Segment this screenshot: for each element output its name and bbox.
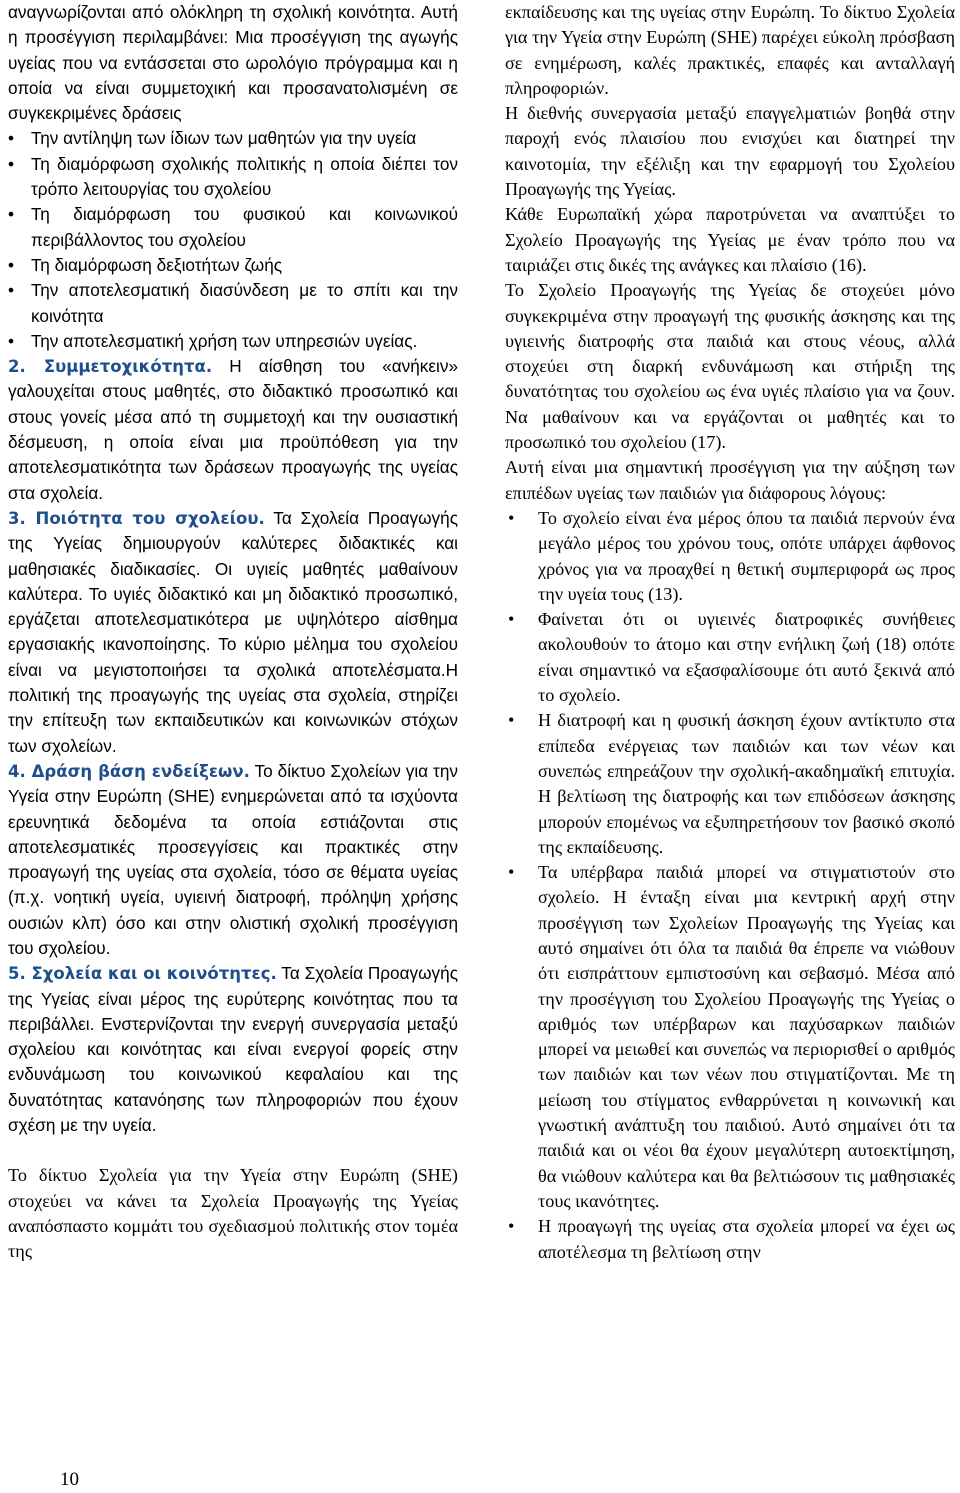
page-number: 10: [60, 1469, 79, 1490]
list-item-text: Την αποτελεσματική χρήση των υπηρεσιών υγείας.: [31, 330, 418, 351]
list-item: [505, 506, 955, 607]
list-item-text: Η προαγωγή της υγείας στα σχολεία μπορεί να έχει ως αποτέλεσμα τη βελτίωση στην: [538, 1216, 955, 1262]
section-text: Τα Σχολεία Προαγωγής της Υγείας δημιουργούν καλύτερες διδακτικές και μαθησιακές διαδικασίες. Οι υγιείς μαθητές μαθαίνουν καλύτερα. Το υγιές διδακτικό και μη διδακτικό προσωπικό, εργάζεται αποτελεσματικότερα με υψηλότερο αίσθημα εργασιακής ικανοποίησης. Το κύριο μέλημα του σχολείου είναι να μεγιστοποιήσει τα σχολικά αποτελέσματα.Η πολιτική της προαγωγής της υγείας στα σχολεία, στηρίζει την επίτευξη των εκπαιδευτικών και κοινωνικών στόχων των σχολείων.: [8, 507, 458, 756]
right-bullet-list: [505, 506, 955, 1265]
section-heading: 3. Ποιότητα του σχολείου.: [8, 508, 265, 528]
list-item: [8, 126, 458, 151]
list-item: [505, 607, 955, 708]
list-item: [8, 329, 458, 354]
left-column: [8, 0, 458, 1265]
bullet-icon: •: [508, 1216, 515, 1237]
list-item-text: Τη διαμόρφωση του φυσικού και κοινωνικού περιβάλλοντος του σχολείου: [31, 204, 458, 250]
bullet-icon: •: [508, 507, 515, 528]
paragraph-spacer: [8, 1138, 458, 1163]
section-participation: [8, 354, 458, 506]
section-school-quality: [8, 506, 458, 759]
list-item-text: Η διατροφή και η φυσική άσκηση έχουν αντίκτυπο στα επίπεδα ενέργειας των παιδιών και των νέων και συνεπώς επηρεάζουν την σχολική-ακαδημαϊκή επιτυχία. Η βελτίωση της διατροφής και των επιδόσεων άσκησης μπορούν επομένως να εξυπηρετήσουν τον βασικό σκοπό της εκπαίδευσης.: [538, 710, 955, 857]
intro-paragraph: αναγνωρίζονται από ολόκληρη τη σχολική κοινότητα. Αυτή η προσέγγιση περιλαμβάνει: Μια προσέγγιση της αγωγής υγείας που να εντάσσεται στο ωρολόγιο πρόγραμμα και η οποία να είναι συμμετοχική και προσανατολισμένη σε συγκεκριμένες δράσεις: [8, 2, 458, 124]
bullet-icon: •: [8, 128, 15, 149]
bullet-icon: •: [8, 280, 15, 301]
bullet-icon: •: [508, 609, 515, 630]
list-item: [505, 860, 955, 1214]
bullet-icon: •: [8, 204, 15, 225]
section-text: Το δίκτυο Σχολείων για την Υγεία στην Ευρώπη (SHE) ενημερώνεται από τα ισχύοντα ερευνητικά δεδομένα τα οποία εστιάζονται στις αποτελεσματικές προσεγγίσεις και πρακτικές στην προαγωγή της υγείας στα σχολεία, τόσο σε θέματα υγείας (π.χ. νοητική υγεία, υγιεινή διατροφή, πρόληψη χρήσης ουσιών κλπ) όσο και στην ολιστική σχολική προσέγγιση του σχολείου.: [8, 760, 459, 958]
list-item: [505, 1214, 955, 1265]
section-schools-and-communities: [8, 961, 458, 1138]
section-text: Η αίσθηση του «ανήκειν» γαλουχείται στους μαθητές, στο διδακτικό προσωπικό και στους γονείς μέσα από τη συμμετοχή και την ουσιαστική δέσμευση, η οποία είναι μια προϋπόθεση για την αποτελεσματικότητα των δράσεων προαγωγής της υγείας στα σχολεία.: [8, 356, 459, 503]
list-item-text: Την αποτελεσματική διασύνδεση με το σπίτι και την κοινότητα: [31, 280, 458, 326]
list-item: [505, 708, 955, 860]
section-evidence-based-action: [8, 759, 458, 961]
bullet-icon: •: [8, 153, 15, 174]
bullet-icon: •: [8, 254, 15, 275]
section-heading: 4. Δράση βάση ενδείξεων.: [8, 761, 250, 781]
body-paragraph: Κάθε Ευρωπαϊκή χώρα παροτρύνεται να αναπτύξει το Σχολείο Προαγωγής της Υγείας με έναν τρόπο που να ταιριάζει στις δικές της ανάγκες και πλαίσιο (16).: [505, 204, 955, 275]
body-paragraph: Το Σχολείο Προαγωγής της Υγείας δε στοχεύει μόνο συγκεκριμένα στην προαγωγή της φυσικής άσκησης και της υγιεινής διατροφής στα παιδιά και στους νέους, αλλά στοχεύει στη διαρκή ενδυνάμωση και στήριξη της δυνατότητας του σχολείου ως ένα υγιές πλαίσιο για να ζουν. Να μαθαίνουν και να εργάζονται οι μαθητές και το προσωπικό του σχολείου (17).: [505, 280, 955, 453]
list-item-text: Τη διαμόρφωση δεξιοτήτων ζωής: [31, 254, 283, 275]
section-heading: 5. Σχολεία και οι κοινότητες.: [8, 964, 277, 984]
body-paragraph: εκπαίδευσης και της υγείας στην Ευρώπη. Το δίκτυο Σχολεία για την Υγεία στην Ευρώπη (SHE) παρέχει εύκολη πρόσβαση σε ενημέρωση, καλές πρακτικές, επαφές και ανταλλαγή πληροφοριών.: [505, 2, 955, 98]
bullet-icon: •: [508, 862, 515, 883]
right-column: [505, 0, 955, 1265]
body-paragraph: Αυτή είναι μια σημαντική προσέγγιση για την αύξηση των επιπέδων υγείας των παιδιών για διάφορους λόγους:: [505, 457, 955, 503]
list-item: [8, 152, 458, 203]
left-bullet-list: [8, 126, 458, 354]
section-heading: 2. Συμμετοχικότητα.: [8, 357, 213, 377]
bullet-icon: •: [508, 710, 515, 731]
list-item-text: Τη διαμόρφωση σχολικής πολιτικής η οποία διέπει τον τρόπο λειτουργίας του σχολείου: [31, 153, 458, 200]
section-text: Τα Σχολεία Προαγωγής της Υγείας είναι μέρος της ευρύτερης κοινότητας που τα περιβάλλει. Ενστερνίζονται την ενεργή συνεργασία μεταξύ σχολείου και κοινότητας και είναι ενεργοί φορείς στην ενδυνάμωση του κοινωνικού κεφαλαίου και της δυνατότητας κατανόησης των πληροφοριών που έχουν σχέση με την υγεία.: [8, 963, 458, 1136]
list-item: [8, 202, 458, 253]
list-item-text: Το σχολείο είναι ένα μέρος όπου τα παιδιά περνούν ένα μεγάλο μέρος του χρόνου τους, οπότε υπάρχει άφθονος χρόνος για να προαχθεί η θετική συμπεριφορά ως προς την υγεία τους (13).: [538, 507, 955, 604]
list-item: [8, 278, 458, 329]
list-item-text: Την αντίληψη των ίδιων των μαθητών για την υγεία: [31, 128, 417, 149]
closing-paragraph: Το δίκτυο Σχολεία για την Υγεία στην Ευρώπη (SHE) στοχεύει να κάνει τα Σχολεία Προαγωγής της Υγείας αναπόσπαστο κομμάτι του σχεδιασμού πολιτικής στον τομέα της: [8, 1165, 458, 1262]
body-paragraph: Η διεθνής συνεργασία μεταξύ επαγγελματιών βοηθά στην παροχή ενός πλαισίου που ενισχύει και διατηρεί την καινοτομία, την εξέλιξη και την εφαρμογή του Σχολείου Προαγωγής της Υγείας.: [505, 103, 955, 200]
list-item: [8, 253, 458, 278]
list-item-text: Φαίνεται ότι οι υγιεινές διατροφικές συνήθειες ακολουθούν το άτομο και στην ενήλικη ζωή (18) οπότε είναι σημαντικό να εξασφαλίσουμε ότι αυτό ξεκινά από το σχολείο.: [538, 609, 955, 706]
bullet-icon: •: [8, 330, 15, 351]
list-item-text: Τα υπέρβαρα παιδιά μπορεί να στιγματιστούν στο σχολείο. Η ένταξη είναι μια κεντρική αρχή στην προσέγγιση των Σχολείων Προαγωγής της Υγείας και αυτό σημαίνει ότι όλα τα παιδιά θα έπρεπε να νιώθουν ότι εισπράττουν εμπιστοσύνη και σεβασμό. Μέσα από την προσέγγιση του Σχολείου Προαγωγής της Υγείας ο αριθμός των υπέρβαρων και παχύσαρκων παιδιών μπορεί να μειωθεί και συνεπώς να περιορισθεί ο αριθμός των παιδιών και των νέων που στιγματίζονται. Με τη μείωση του στίγματος ενθαρρύνεται η κοινωνική και γνωστική ανάπτυξη του παιδιού. Αυτό σημαίνει ότι τα παιδιά και οι νέοι θα έχουν μεγαλύτερη αυτοεκτίμηση, θα νιώθουν καλύτερα και θα βελτιώσουν τις μαθησιακές τους ικανότητες.: [538, 862, 955, 1211]
